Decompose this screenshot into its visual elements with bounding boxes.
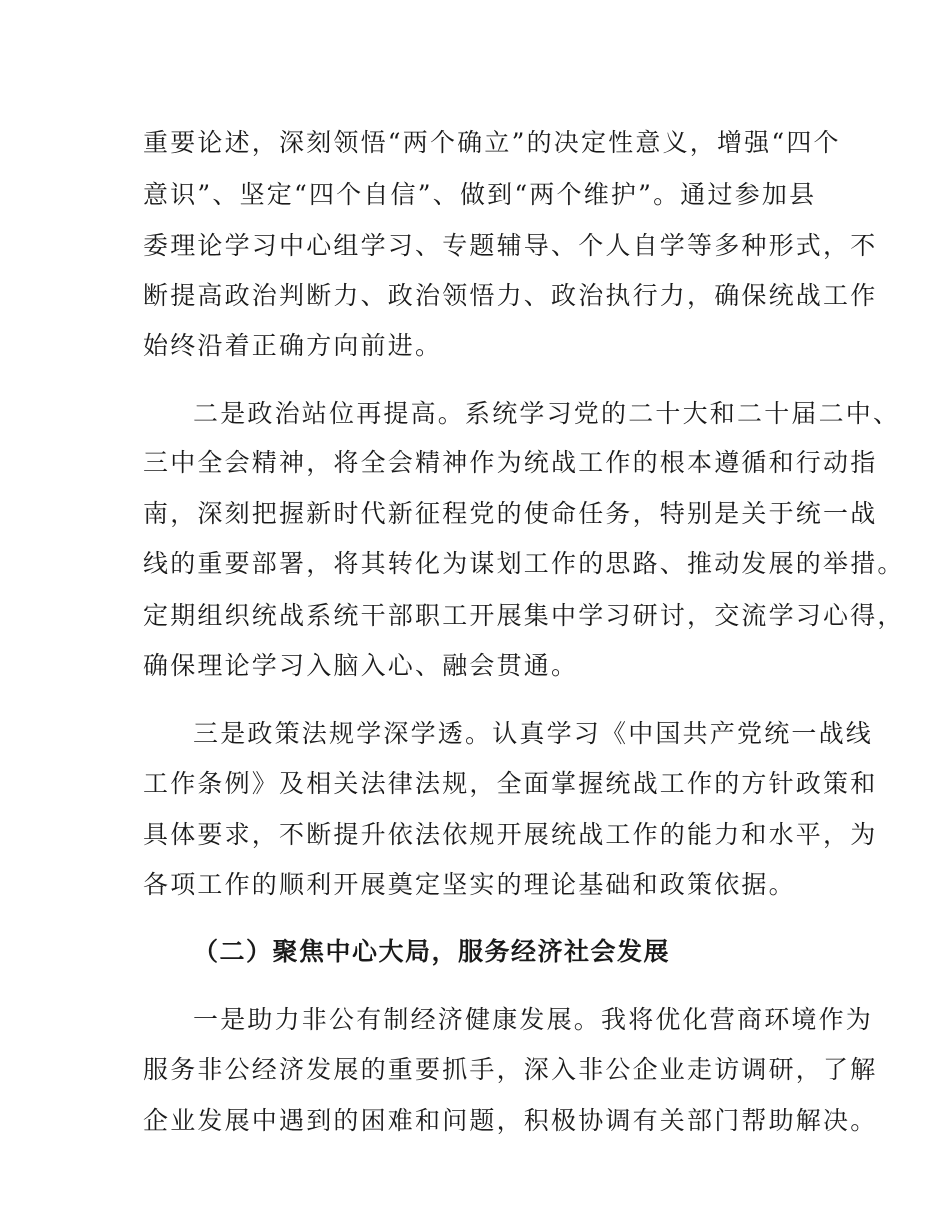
paragraph-first-line: 一是助力非公有制经济健康发展。我将优化营商环境作为 [193,1005,874,1034]
text-line: 意识”、坚定“四个自信”、做到“两个维护”。通过参加县 [143,180,817,209]
text-line: 确保理论学习入脑入心、融会贯通。 [143,651,579,680]
paragraph-first-line: 三是政策法规学深学透。认真学习《中国共产党统一战线 [193,719,874,748]
text-line: 服务非公经济发展的重要抓手，深入非公企业走访调研，了解 [143,1055,878,1084]
text-line: 企业发展中遇到的困难和问题，积极协调有关部门帮助解决。 [143,1106,878,1135]
text-line: 三中全会精神，将全会精神作为统战工作的根本遵循和行动指 [143,448,878,477]
text-line: 重要论述，深刻领悟“两个确立”的决定性意义，增强“四个 [143,128,841,157]
text-line: 断提高政治判断力、政治领悟力、政治执行力，确保统战工作 [143,281,878,310]
text-line: 南，深刻把握新时代新征程党的使命任务，特别是关于统一战 [143,499,878,528]
text-line: 线的重要部署，将其转化为谋划工作的思路、推动发展的举措。 [143,549,905,578]
text-line: 定期组织统战系统干部职工开展集中学习研讨，交流学习心得， [143,601,905,630]
paragraph-first-line: 二是政治站位再提高。系统学习党的二十大和二十届二中、 [193,399,901,428]
text-line: 各项工作的顺利开展奠定坚实的理论基础和政策依据。 [143,870,796,899]
text-line: 委理论学习中心组学习、专题辅导、个人自学等多种形式，不 [143,231,878,260]
text-line: 工作条例》及相关法律法规，全面掌握统战工作的方针政策和 [143,769,878,798]
text-line: 始终沿着正确方向前进。 [143,331,443,360]
section-heading: （二）聚焦中心大局，服务经济社会发展 [193,937,671,966]
text-line: 具体要求，不断提升依法依规开展统战工作的能力和水平，为 [143,820,878,849]
